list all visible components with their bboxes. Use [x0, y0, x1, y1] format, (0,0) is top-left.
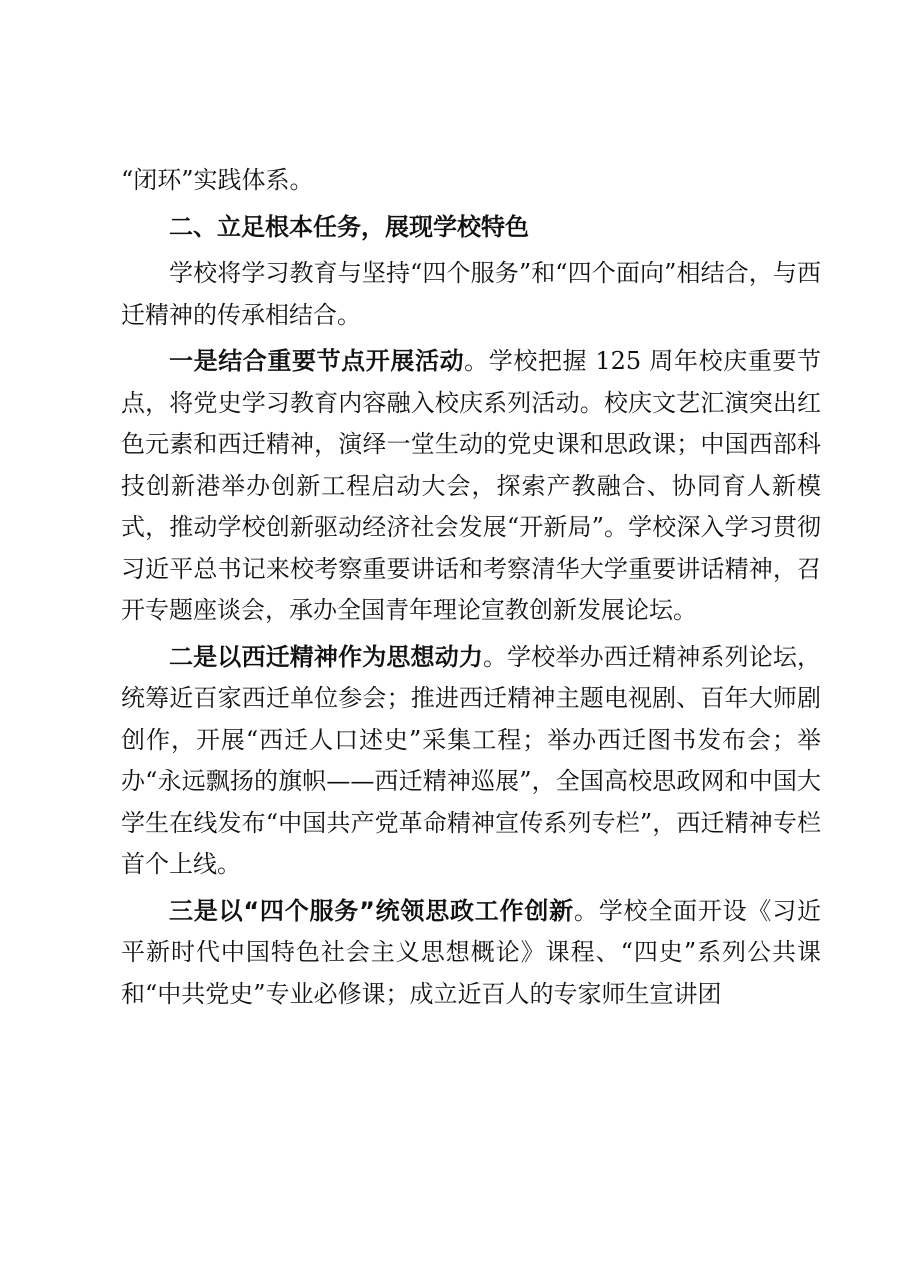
- point-3-lead: 三是以“四个服务”统领思政工作创新: [169, 896, 574, 925]
- document-body: [121, 160, 821, 1020]
- point-3-body: 。学校全面开设《习近平新时代中国特色社会主义思想概论》课程、“四史”系列公共课和“中共党史”专业必修课；成立近百人的专家师生宣讲团: [121, 896, 822, 1008]
- point-2-body: 。学校举办西迁精神系列论坛，统筹近百家西迁单位参会；推进西迁精神主题电视剧、百年大师剧创作，开展“西迁人口述史”采集工程；举办西迁图书发布会；举办“永远飘扬的旗帜——西迁精神巡展”，全国高校思政网和中国大学生在线发布“中国共产党革命精神宣传系列专栏”，西迁精神专栏首个上线。: [121, 642, 821, 878]
- point-1-body: 。学校把握 125 周年校庆重要节点，将党史学习教育内容融入校庆系列活动。校庆文艺汇演突出红色元素和西迁精神，演绎一堂生动的党史课和思政课；中国西部科技创新港举办创新工程启动大会，探索产教融合、协同育人新模式，推动学校创新驱动经济社会发展“开新局”。学校深入学习贯彻习近平总书记来校考察重要讲话和考察清华大学重要讲话精神，召开专题座谈会，承办全国青年理论宣教创新发展论坛。: [121, 347, 821, 624]
- point-2-lead: 二是以西迁精神作为思想动力: [169, 642, 483, 671]
- paragraph-point-3: [121, 891, 821, 1016]
- paragraph-point-2: [121, 637, 821, 886]
- paragraph-intro: 学校将学习教育与坚持“四个服务”和“四个面向”相结合，与西迁精神的传承相结合。: [121, 259, 821, 329]
- section-heading: 二、立足根本任务，展现学校特色: [169, 212, 529, 241]
- paragraph-continuation: “闭环”实践体系。: [121, 166, 314, 194]
- point-1-lead: 一是结合重要节点开展活动: [169, 347, 465, 375]
- paragraph-point-1: [121, 341, 821, 632]
